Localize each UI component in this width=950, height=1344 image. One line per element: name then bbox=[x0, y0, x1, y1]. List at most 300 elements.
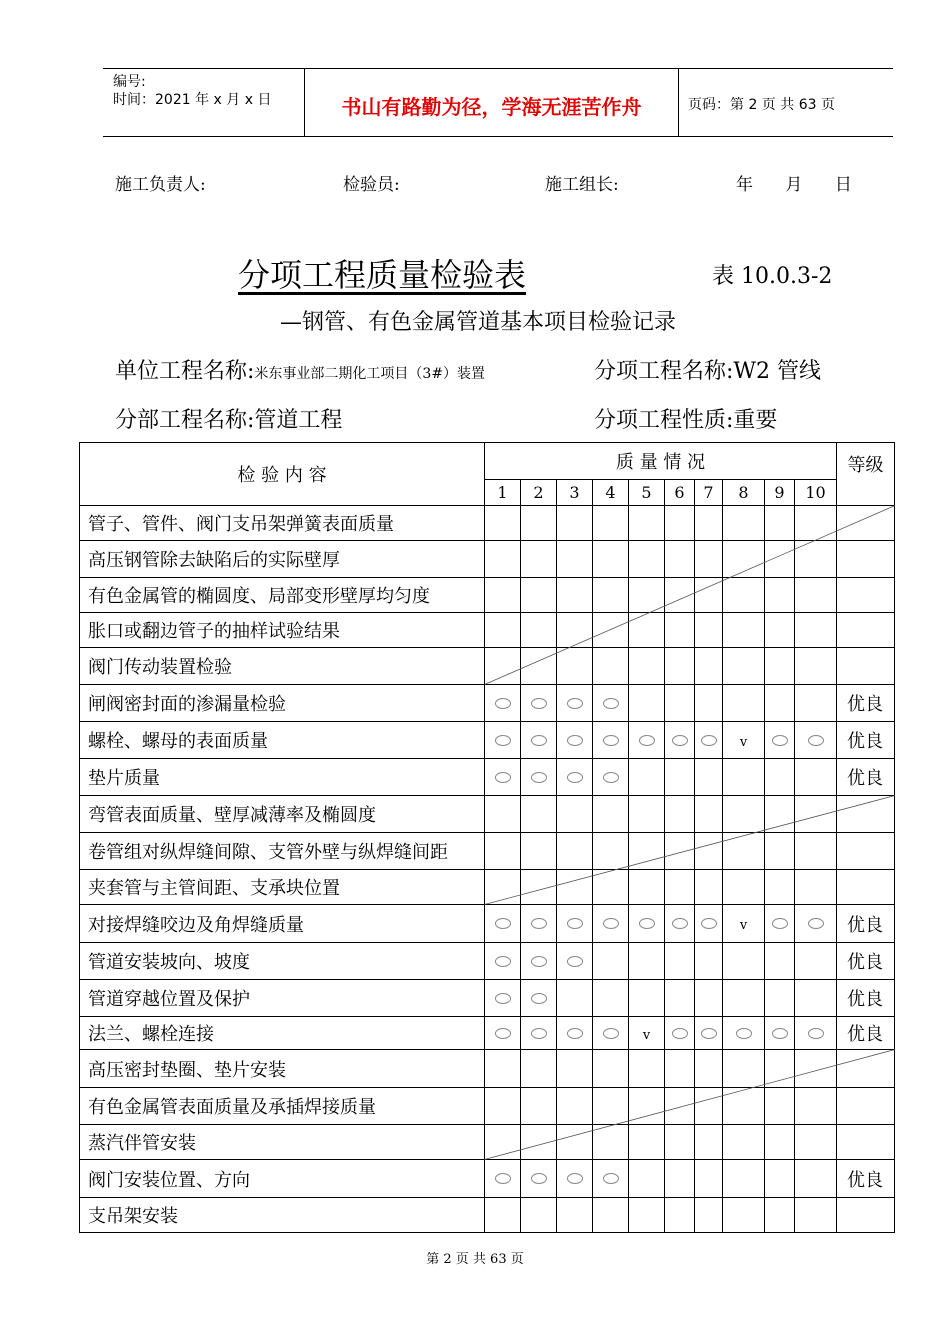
quality-cell bbox=[723, 506, 765, 541]
inspection-item: 管子、管件、阀门支吊架弹簧表面质量 bbox=[80, 506, 485, 541]
quality-cell bbox=[795, 648, 837, 685]
quality-cell bbox=[765, 905, 795, 943]
quality-cell bbox=[665, 943, 695, 980]
header-content: 检 验 内 容 bbox=[80, 443, 485, 506]
quality-cell bbox=[629, 905, 665, 943]
circle-mark-icon bbox=[672, 1028, 688, 1039]
quality-cell bbox=[629, 1050, 665, 1088]
grade-cell bbox=[837, 796, 895, 833]
page-header bbox=[103, 68, 893, 137]
quality-cell bbox=[485, 980, 521, 1017]
quality-cell bbox=[665, 613, 695, 648]
circle-mark-icon bbox=[603, 1028, 619, 1039]
quality-cell bbox=[521, 613, 557, 648]
table-row bbox=[80, 1125, 895, 1160]
header-grade: 等级 bbox=[837, 443, 895, 506]
inspection-item: 有色金属管的椭圆度、局部变形壁厚均匀度 bbox=[80, 578, 485, 613]
table-row bbox=[80, 1017, 895, 1050]
circle-mark-icon bbox=[567, 698, 583, 709]
grade-cell: 优良 bbox=[837, 980, 895, 1017]
inspection-item: 法兰、螺栓连接 bbox=[80, 1017, 485, 1050]
circle-mark-icon bbox=[531, 1173, 547, 1184]
circle-mark-icon bbox=[495, 1173, 511, 1184]
inspection-item: 闸阀密封面的渗漏量检验 bbox=[80, 685, 485, 722]
part-value: 管道工程 bbox=[254, 408, 343, 433]
quality-cell bbox=[521, 905, 557, 943]
quality-cell bbox=[765, 722, 795, 759]
table-row bbox=[80, 796, 895, 833]
quality-cell bbox=[593, 506, 629, 541]
quality-cell bbox=[723, 1125, 765, 1160]
grade-cell: 优良 bbox=[837, 905, 895, 943]
quality-cell bbox=[557, 1160, 593, 1198]
quality-cell bbox=[695, 506, 723, 541]
grade-cell: 优良 bbox=[837, 759, 895, 796]
quality-cell bbox=[593, 796, 629, 833]
quality-cell bbox=[557, 613, 593, 648]
circle-mark-icon bbox=[495, 918, 511, 929]
quality-cell bbox=[765, 1125, 795, 1160]
quality-cell bbox=[485, 1160, 521, 1198]
circle-mark-icon bbox=[808, 918, 824, 929]
quality-cell bbox=[629, 506, 665, 541]
circle-mark-icon bbox=[603, 1173, 619, 1184]
part-label: 分部工程名称: bbox=[115, 408, 255, 433]
quality-cell bbox=[723, 870, 765, 905]
quality-cell bbox=[593, 1050, 629, 1088]
grade-cell: 优良 bbox=[837, 722, 895, 759]
inspection-item: 高压密封垫圈、垫片安装 bbox=[80, 1050, 485, 1088]
quality-cell bbox=[629, 1198, 665, 1233]
quality-cell bbox=[665, 1017, 695, 1050]
quality-cell bbox=[557, 759, 593, 796]
sig-group-leader: 施工组长: bbox=[545, 175, 619, 195]
circle-mark-icon bbox=[639, 918, 655, 929]
quality-cell bbox=[593, 980, 629, 1017]
quality-cell bbox=[521, 1125, 557, 1160]
grade-cell bbox=[837, 506, 895, 541]
quality-cell bbox=[521, 648, 557, 685]
quality-cell bbox=[485, 1125, 521, 1160]
quality-cell bbox=[593, 1088, 629, 1125]
col-number: 8 bbox=[723, 480, 765, 506]
serial-label: 编号: bbox=[113, 74, 146, 90]
quality-cell bbox=[593, 943, 629, 980]
quality-cell bbox=[557, 578, 593, 613]
circle-mark-icon bbox=[639, 735, 655, 746]
col-number: 1 bbox=[485, 480, 521, 506]
quality-cell bbox=[795, 1125, 837, 1160]
circle-mark-icon bbox=[567, 772, 583, 783]
quality-cell bbox=[593, 541, 629, 578]
quality-cell bbox=[665, 1088, 695, 1125]
table-row bbox=[80, 648, 895, 685]
quality-cell bbox=[723, 578, 765, 613]
grade-cell bbox=[837, 870, 895, 905]
table-row bbox=[80, 685, 895, 722]
quality-cell bbox=[629, 578, 665, 613]
circle-mark-icon bbox=[567, 1028, 583, 1039]
sig-inspector: 检验员: bbox=[343, 175, 400, 195]
quality-cell bbox=[695, 613, 723, 648]
quality-cell bbox=[593, 759, 629, 796]
quality-cell bbox=[629, 870, 665, 905]
quality-cell bbox=[665, 685, 695, 722]
quality-cell bbox=[765, 613, 795, 648]
quality-cell bbox=[665, 759, 695, 796]
quality-cell bbox=[765, 578, 795, 613]
quality-cell bbox=[695, 1050, 723, 1088]
table-row bbox=[80, 506, 895, 541]
grade-cell bbox=[837, 1050, 895, 1088]
quality-cell bbox=[723, 1017, 765, 1050]
quality-cell bbox=[593, 1198, 629, 1233]
quality-cell bbox=[723, 833, 765, 870]
circle-mark-icon bbox=[495, 1028, 511, 1039]
quality-cell bbox=[629, 1017, 665, 1050]
inspection-item: 卷管组对纵焊缝间隙、支管外壁与纵焊缝间距 bbox=[80, 833, 485, 870]
quality-cell bbox=[485, 1017, 521, 1050]
quality-cell bbox=[695, 578, 723, 613]
table-row bbox=[80, 1088, 895, 1125]
inspection-item: 管道安装坡向、坡度 bbox=[80, 943, 485, 980]
quality-cell bbox=[765, 796, 795, 833]
quality-cell bbox=[593, 722, 629, 759]
quality-cell bbox=[795, 1088, 837, 1125]
quality-cell bbox=[695, 833, 723, 870]
table-row bbox=[80, 613, 895, 648]
table-row bbox=[80, 1160, 895, 1198]
quality-cell bbox=[629, 648, 665, 685]
circle-mark-icon bbox=[495, 993, 511, 1004]
quality-cell bbox=[695, 1125, 723, 1160]
quality-cell bbox=[723, 1050, 765, 1088]
col-number: 6 bbox=[665, 480, 695, 506]
table-row bbox=[80, 759, 895, 796]
table-row bbox=[80, 980, 895, 1017]
quality-cell bbox=[795, 870, 837, 905]
header-left bbox=[113, 73, 271, 109]
quality-cell bbox=[485, 905, 521, 943]
quality-cell bbox=[593, 1125, 629, 1160]
grade-cell bbox=[837, 833, 895, 870]
quality-cell bbox=[593, 685, 629, 722]
quality-cell bbox=[665, 578, 695, 613]
quality-cell bbox=[557, 980, 593, 1017]
quality-cell bbox=[765, 759, 795, 796]
item-label: 分项工程名称: bbox=[594, 359, 734, 384]
quality-cell bbox=[593, 833, 629, 870]
quality-cell bbox=[665, 870, 695, 905]
quality-cell bbox=[795, 1198, 837, 1233]
quality-cell bbox=[485, 759, 521, 796]
quality-cell bbox=[485, 943, 521, 980]
quality-cell bbox=[629, 685, 665, 722]
inspection-item: 蒸汽伴管安装 bbox=[80, 1125, 485, 1160]
quality-cell bbox=[629, 943, 665, 980]
check-mark: v bbox=[642, 1027, 651, 1043]
unit-project-line bbox=[115, 354, 485, 385]
grade-cell bbox=[837, 613, 895, 648]
quality-cell bbox=[557, 943, 593, 980]
inspection-table bbox=[79, 442, 895, 1233]
date-label: 时间：2021 年 x 月 x 日 bbox=[113, 92, 272, 108]
inspection-item: 夹套管与主管间距、支承块位置 bbox=[80, 870, 485, 905]
circle-mark-icon bbox=[772, 1028, 788, 1039]
inspection-item: 有色金属管表面质量及承插焊接质量 bbox=[80, 1088, 485, 1125]
quality-cell bbox=[723, 1160, 765, 1198]
quality-cell bbox=[521, 685, 557, 722]
quality-cell bbox=[695, 648, 723, 685]
circle-mark-icon bbox=[567, 735, 583, 746]
quality-cell bbox=[593, 578, 629, 613]
quality-cell bbox=[795, 980, 837, 1017]
quality-cell bbox=[557, 648, 593, 685]
inspection-item: 阀门安装位置、方向 bbox=[80, 1160, 485, 1198]
nature-line bbox=[594, 403, 777, 434]
quality-cell bbox=[521, 1160, 557, 1198]
quality-cell bbox=[723, 722, 765, 759]
circle-mark-icon bbox=[495, 698, 511, 709]
circle-mark-icon bbox=[531, 993, 547, 1004]
quality-cell bbox=[765, 1017, 795, 1050]
inspection-item: 高压钢管除去缺陷后的实际壁厚 bbox=[80, 541, 485, 578]
sig-date: 年 月 日 bbox=[736, 175, 852, 195]
grade-cell bbox=[837, 648, 895, 685]
quality-cell bbox=[723, 759, 765, 796]
check-mark: v bbox=[739, 918, 748, 933]
col-number: 7 bbox=[695, 480, 723, 506]
quality-cell bbox=[723, 1198, 765, 1233]
quality-cell bbox=[695, 759, 723, 796]
quality-cell bbox=[665, 796, 695, 833]
table-row bbox=[80, 722, 895, 759]
quality-cell bbox=[695, 943, 723, 980]
quality-cell bbox=[521, 541, 557, 578]
sig-leader: 施工负责人: bbox=[115, 175, 206, 195]
table-row bbox=[80, 943, 895, 980]
inspection-item: 管道穿越位置及保护 bbox=[80, 980, 485, 1017]
quality-cell bbox=[765, 648, 795, 685]
col-number: 3 bbox=[557, 480, 593, 506]
quality-cell bbox=[665, 648, 695, 685]
circle-mark-icon bbox=[603, 735, 619, 746]
quality-cell bbox=[485, 833, 521, 870]
quality-cell bbox=[695, 722, 723, 759]
quality-cell bbox=[629, 759, 665, 796]
quality-cell bbox=[665, 506, 695, 541]
grade-cell bbox=[837, 1198, 895, 1233]
inspection-item: 对接焊缝咬边及角焊缝质量 bbox=[80, 905, 485, 943]
quality-cell bbox=[765, 685, 795, 722]
quality-cell bbox=[695, 796, 723, 833]
quality-cell bbox=[485, 613, 521, 648]
quality-cell bbox=[557, 905, 593, 943]
table-row bbox=[80, 541, 895, 578]
circle-mark-icon bbox=[772, 735, 788, 746]
quality-cell bbox=[665, 833, 695, 870]
quality-cell bbox=[765, 870, 795, 905]
quality-cell bbox=[695, 905, 723, 943]
quality-cell bbox=[521, 1050, 557, 1088]
quality-cell bbox=[795, 833, 837, 870]
quality-cell bbox=[695, 1198, 723, 1233]
quality-cell bbox=[665, 1198, 695, 1233]
grade-cell bbox=[837, 1088, 895, 1125]
circle-mark-icon bbox=[701, 735, 717, 746]
quality-cell bbox=[521, 1088, 557, 1125]
quality-cell bbox=[593, 870, 629, 905]
circle-mark-icon bbox=[603, 918, 619, 929]
quality-cell bbox=[521, 796, 557, 833]
quality-cell bbox=[557, 506, 593, 541]
circle-mark-icon bbox=[531, 956, 547, 967]
quality-cell bbox=[665, 1125, 695, 1160]
quality-cell bbox=[795, 796, 837, 833]
header-quality: 质 量 情 况 bbox=[485, 443, 837, 480]
quality-cell bbox=[629, 796, 665, 833]
header-page-info: 页码：第 2 页 共 63 页 bbox=[688, 97, 835, 113]
quality-cell bbox=[665, 905, 695, 943]
quality-cell bbox=[557, 1198, 593, 1233]
table-row bbox=[80, 905, 895, 943]
circle-mark-icon bbox=[701, 1028, 717, 1039]
quality-cell bbox=[485, 1198, 521, 1233]
grade-cell bbox=[837, 541, 895, 578]
circle-mark-icon bbox=[495, 735, 511, 746]
quality-cell bbox=[557, 833, 593, 870]
quality-cell bbox=[665, 541, 695, 578]
page-footer: 第 2 页 共 63 页 bbox=[426, 1252, 524, 1267]
page-subtitle: —钢管、有色金属管道基本项目检验记录 bbox=[280, 310, 677, 335]
part-project-line bbox=[115, 403, 342, 434]
quality-cell bbox=[765, 980, 795, 1017]
grade-cell bbox=[837, 1125, 895, 1160]
circle-mark-icon bbox=[672, 735, 688, 746]
quality-cell bbox=[485, 1088, 521, 1125]
quality-cell bbox=[665, 722, 695, 759]
quality-cell bbox=[557, 870, 593, 905]
inspection-item: 螺栓、螺母的表面质量 bbox=[80, 722, 485, 759]
quality-cell bbox=[485, 870, 521, 905]
quality-cell bbox=[485, 796, 521, 833]
circle-mark-icon bbox=[603, 772, 619, 783]
quality-cell bbox=[695, 541, 723, 578]
quality-cell bbox=[795, 1050, 837, 1088]
quality-cell bbox=[695, 1088, 723, 1125]
quality-cell bbox=[795, 1017, 837, 1050]
item-value: W2 管线 bbox=[733, 359, 822, 384]
quality-cell bbox=[629, 1125, 665, 1160]
quality-cell bbox=[765, 1088, 795, 1125]
quality-cell bbox=[723, 943, 765, 980]
circle-mark-icon bbox=[701, 918, 717, 929]
circle-mark-icon bbox=[531, 698, 547, 709]
circle-mark-icon bbox=[567, 1173, 583, 1184]
circle-mark-icon bbox=[772, 918, 788, 929]
quality-cell bbox=[795, 722, 837, 759]
grade-cell bbox=[837, 578, 895, 613]
quality-cell bbox=[765, 943, 795, 980]
quality-cell bbox=[665, 1050, 695, 1088]
quality-cell bbox=[557, 541, 593, 578]
quality-cell bbox=[557, 722, 593, 759]
quality-cell bbox=[765, 1050, 795, 1088]
quality-cell bbox=[629, 980, 665, 1017]
quality-cell bbox=[723, 613, 765, 648]
quality-cell bbox=[521, 943, 557, 980]
circle-mark-icon bbox=[531, 1028, 547, 1039]
col-number: 9 bbox=[765, 480, 795, 506]
quality-cell bbox=[695, 1017, 723, 1050]
inspection-item: 弯管表面质量、壁厚减薄率及椭圆度 bbox=[80, 796, 485, 833]
quality-cell bbox=[593, 905, 629, 943]
quality-cell bbox=[593, 1160, 629, 1198]
quality-cell bbox=[485, 1050, 521, 1088]
quality-cell bbox=[485, 578, 521, 613]
quality-cell bbox=[557, 796, 593, 833]
header-divider bbox=[678, 69, 679, 136]
quality-cell bbox=[795, 759, 837, 796]
quality-cell bbox=[557, 1125, 593, 1160]
quality-cell bbox=[485, 685, 521, 722]
quality-cell bbox=[695, 980, 723, 1017]
grade-cell: 优良 bbox=[837, 685, 895, 722]
quality-cell bbox=[521, 506, 557, 541]
quality-cell bbox=[485, 648, 521, 685]
quality-cell bbox=[723, 905, 765, 943]
quality-cell bbox=[521, 870, 557, 905]
quality-cell bbox=[795, 685, 837, 722]
quality-cell bbox=[521, 1198, 557, 1233]
circle-mark-icon bbox=[808, 735, 824, 746]
quality-cell bbox=[557, 685, 593, 722]
quality-cell bbox=[629, 613, 665, 648]
table-row bbox=[80, 870, 895, 905]
quality-cell bbox=[629, 833, 665, 870]
circle-mark-icon bbox=[567, 956, 583, 967]
quality-cell bbox=[765, 541, 795, 578]
quality-cell bbox=[795, 506, 837, 541]
col-number: 5 bbox=[629, 480, 665, 506]
circle-mark-icon bbox=[531, 772, 547, 783]
quality-cell bbox=[629, 1088, 665, 1125]
quality-cell bbox=[593, 1017, 629, 1050]
quality-cell bbox=[557, 1017, 593, 1050]
inspection-item: 垫片质量 bbox=[80, 759, 485, 796]
quality-cell bbox=[557, 1088, 593, 1125]
quality-cell bbox=[521, 980, 557, 1017]
quality-cell bbox=[765, 1160, 795, 1198]
quality-cell bbox=[795, 905, 837, 943]
circle-mark-icon bbox=[603, 698, 619, 709]
quality-cell bbox=[521, 722, 557, 759]
grade-cell: 优良 bbox=[837, 1017, 895, 1050]
quality-cell bbox=[593, 648, 629, 685]
table-row bbox=[80, 1198, 895, 1233]
quality-cell bbox=[665, 980, 695, 1017]
col-number: 10 bbox=[795, 480, 837, 506]
col-number: 4 bbox=[593, 480, 629, 506]
quality-cell bbox=[521, 759, 557, 796]
quality-cell bbox=[629, 1160, 665, 1198]
circle-mark-icon bbox=[567, 918, 583, 929]
quality-cell bbox=[629, 541, 665, 578]
quality-cell bbox=[723, 648, 765, 685]
inspection-item: 支吊架安装 bbox=[80, 1198, 485, 1233]
nature-value: 重要 bbox=[733, 408, 778, 433]
unit-value: 米东事业部二期化工项目（3#）装置 bbox=[254, 366, 486, 382]
